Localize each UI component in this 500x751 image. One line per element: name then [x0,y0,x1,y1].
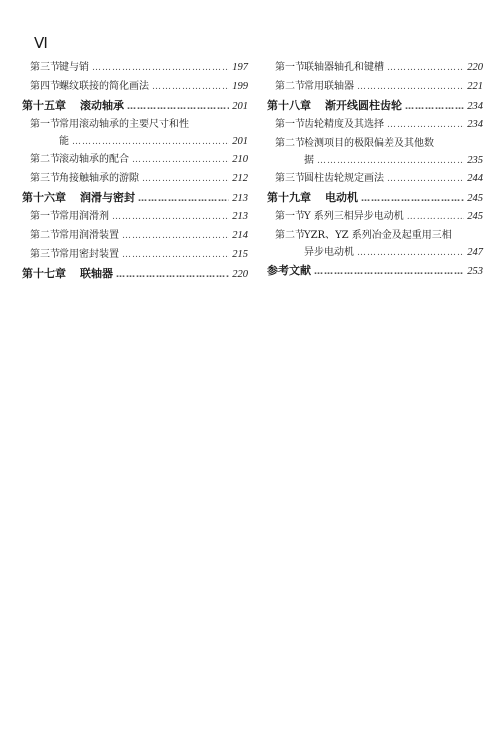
leader-dots [116,266,229,285]
leader-dots [122,227,229,246]
section-title-line2: 能 [59,136,69,147]
section-number: 第三节 [30,249,60,260]
toc-chapter-entry[interactable] [22,188,248,207]
toc-section-entry-continued[interactable] [267,245,483,261]
page-ref: 234 [467,101,483,112]
leader-dots [387,59,464,78]
section-number: 第四节 [30,81,60,92]
section-number: 第一节 [275,119,305,130]
section-title: 滚动轴承的配合 [59,154,129,165]
section-number: 第二节 [275,81,305,92]
chapter-number: 第十八章 [267,99,311,112]
section-title-line1: 常用滚动轴承的主要尺寸和性 [59,119,189,130]
toc-section-entry[interactable] [267,226,483,245]
section-title: 齿轮精度及其选择 [304,119,384,130]
section-title: 常用润滑装置 [59,230,119,241]
section-number: 第一节 [30,211,60,222]
section-title: 联轴器轴孔和键槽 [304,62,384,73]
chapter-title: 电动机 [325,191,358,204]
page-number: Ⅵ [34,36,49,52]
toc-section-entry-continued[interactable] [22,134,248,150]
leader-dots [387,170,464,189]
leader-dots [72,134,229,150]
page-ref: 215 [232,249,248,260]
leader-dots [314,263,464,282]
page-ref: 221 [467,81,483,92]
toc-section-entry[interactable] [22,226,248,245]
section-title-line2: 异步电动机 [304,247,354,258]
page-ref: 247 [467,247,483,258]
leader-dots [142,170,229,189]
leader-dots [387,116,464,135]
toc-chapter-entry[interactable] [267,188,483,207]
toc-chapter-entry[interactable] [22,264,248,283]
toc-left-column [22,58,248,283]
section-number: 第二节 [275,138,305,149]
leader-dots [407,208,464,227]
toc-section-entry[interactable] [22,115,248,134]
page-ref: 220 [232,269,248,280]
section-title-line1: YZR、YZ 系列冶金及起重用三相 [304,230,452,241]
section-number: 第一节 [275,211,305,222]
toc-section-entry[interactable] [22,77,248,96]
toc-section-entry[interactable] [22,169,248,188]
page-ref: 220 [467,62,483,73]
leader-dots [122,246,229,265]
leader-dots [357,245,464,261]
chapter-number: 第十六章 [22,191,66,204]
section-number: 第三节 [30,62,60,73]
toc-section-entry[interactable] [267,77,483,96]
leader-dots [357,78,464,97]
page-ref: 245 [467,211,483,222]
chapter-title: 渐开线圆柱齿轮 [325,99,402,112]
toc-section-entry[interactable] [22,58,248,77]
section-title: 常用密封装置 [59,249,119,260]
section-title: 常用润滑剂 [59,211,109,222]
chapter-title: 滚动轴承 [80,99,124,112]
section-number: 第二节 [30,230,60,241]
section-title: 螺纹联接的简化画法 [59,81,149,92]
toc-section-entry[interactable] [267,115,483,134]
section-title-line2: 据 [304,155,314,166]
leader-dots [152,78,229,97]
section-number: 第一节 [30,119,60,130]
page-ref: 197 [232,62,248,73]
leader-dots [405,98,464,117]
page-ref: 201 [232,136,248,147]
chapter-number: 第十七章 [22,267,66,280]
page-ref: 212 [232,173,248,184]
section-number: 第三节 [30,173,60,184]
section-title: 键与销 [59,62,89,73]
toc-chapter-entry[interactable] [267,261,483,280]
section-title: 角接触轴承的游隙 [59,173,139,184]
toc-section-entry-continued[interactable] [267,153,483,169]
toc-chapter-entry[interactable] [267,96,483,115]
chapter-number: 第十九章 [267,191,311,204]
page-ref: 201 [232,101,248,112]
chapter-title: 参考文献 [267,264,311,277]
section-number: 第三节 [275,173,305,184]
chapter-number: 第十五章 [22,99,66,112]
leader-dots [112,208,229,227]
section-title-line1: 检测项目的极限偏差及其他数 [304,138,434,149]
toc-section-entry[interactable] [267,207,483,226]
toc-section-entry[interactable] [22,150,248,169]
page-ref: 253 [467,266,483,277]
page-ref: 235 [467,155,483,166]
chapter-title: 润滑与密封 [80,191,135,204]
page-ref: 214 [232,230,248,241]
toc-section-entry[interactable] [267,58,483,77]
leader-dots [92,59,229,78]
toc-right-column [267,58,483,280]
section-number: 第一节 [275,62,305,73]
section-number: 第二节 [30,154,60,165]
page-ref: 234 [467,119,483,130]
page-ref: 213 [232,211,248,222]
section-number: 第二节 [275,230,305,241]
page-ref: 244 [467,173,483,184]
chapter-title: 联轴器 [80,267,113,280]
section-title: 圆柱齿轮规定画法 [304,173,384,184]
toc-section-entry[interactable] [22,207,248,226]
toc-section-entry[interactable] [22,245,248,264]
section-title: 常用联轴器 [304,81,354,92]
leader-dots [132,151,229,170]
toc-section-entry[interactable] [267,134,483,153]
toc-section-entry[interactable] [267,169,483,188]
leader-dots [138,190,229,209]
leader-dots [317,153,464,169]
page-ref: 245 [467,193,483,204]
toc-chapter-entry[interactable] [22,96,248,115]
page-ref: 210 [232,154,248,165]
section-title: Y 系列三相异步电动机 [304,211,404,222]
page-ref: 213 [232,193,248,204]
page-ref: 199 [232,81,248,92]
